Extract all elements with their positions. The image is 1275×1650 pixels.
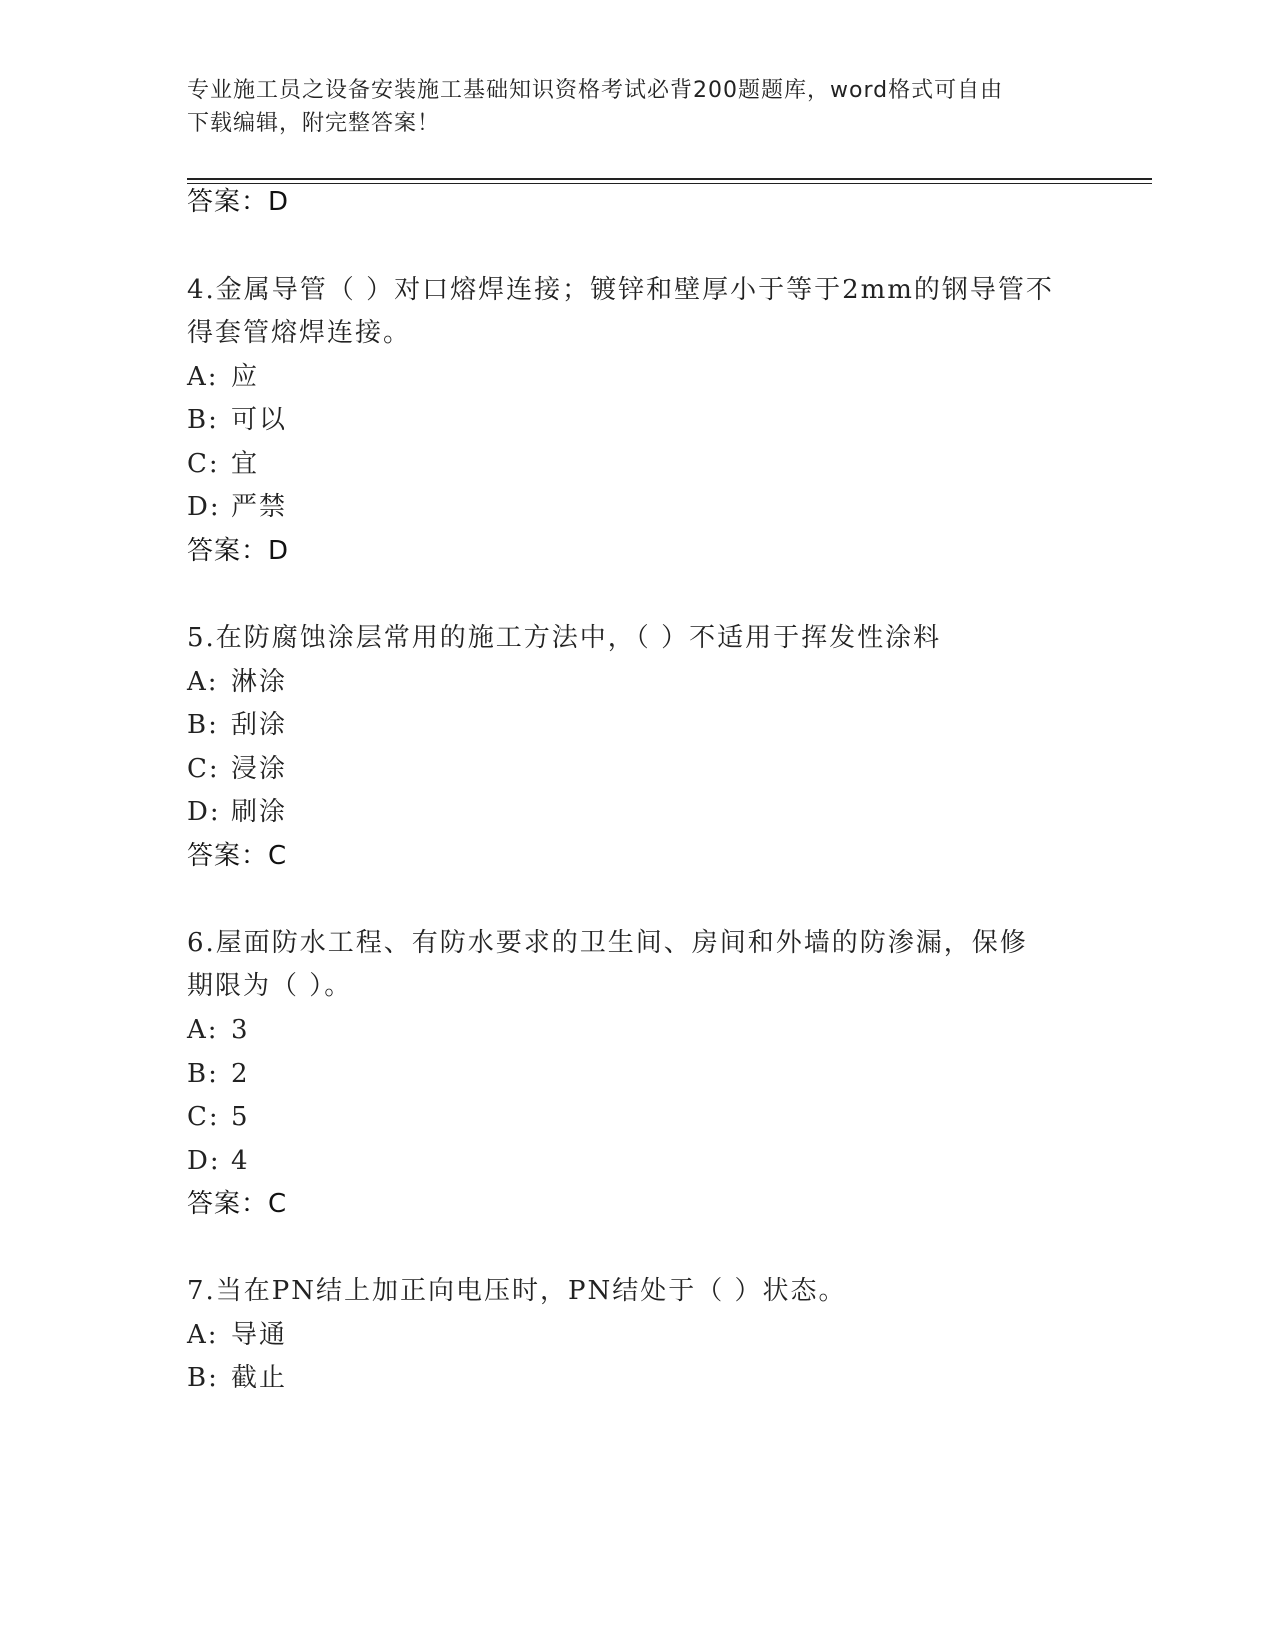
question-5-option-b [187, 708, 287, 742]
option-key: C: [187, 754, 220, 784]
option-text: 2 [231, 1059, 250, 1089]
question-4-option-c [187, 447, 259, 481]
option-key: C: [187, 1102, 220, 1132]
question-4-option-a [187, 360, 259, 394]
header-divider-thick [187, 178, 1152, 180]
option-text: 可以 [231, 405, 288, 435]
option-text: 导通 [231, 1320, 288, 1350]
question-5-stem-line-1: 5.在防腐蚀涂层常用的施工方法中，（ ）不适用于挥发性涂料 [187, 623, 942, 653]
header-title-line-1: 专业施工员之设备安装施工基础知识资格考试必背200题题库，word格式可自由 [187, 78, 1004, 103]
question-5-answer: 答案：C [187, 841, 288, 871]
answer-line: 答案：D [187, 187, 290, 217]
option-key: C: [187, 449, 220, 479]
question-6-answer: 答案：C [187, 1189, 288, 1219]
question-4-answer: 答案：D [187, 536, 290, 566]
option-text: 刷涂 [231, 797, 288, 827]
question-7-stem-line-1: 7.当在PN结上加正向电压时，PN结处于（ ）状态。 [187, 1276, 847, 1306]
option-key: A: [187, 1015, 219, 1045]
option-text: 4 [231, 1146, 250, 1176]
option-key: B: [187, 1059, 219, 1089]
question-4-stem-line-2: 得套管熔焊连接。 [187, 318, 412, 348]
option-text: 截止 [231, 1363, 288, 1393]
option-text: 浸涂 [231, 754, 288, 784]
option-key: B: [187, 1363, 219, 1393]
question-6-option-c [187, 1100, 250, 1134]
option-key: B: [187, 405, 219, 435]
document-header [187, 74, 1087, 140]
question-6-option-b [187, 1057, 250, 1091]
question-6-option-a [187, 1013, 250, 1047]
question-4-option-d [187, 490, 287, 524]
option-key: A: [187, 1320, 219, 1350]
question-7-option-a [187, 1318, 287, 1352]
option-text: 3 [231, 1015, 250, 1045]
question-4-stem-line-1: 4.金属导管（ ）对口熔焊连接；镀锌和壁厚小于等于2mm的钢导管不 [187, 275, 1054, 305]
question-5-option-a [187, 665, 287, 699]
question-5-option-d [187, 795, 287, 829]
header-divider-thin [187, 183, 1152, 184]
header-title-line-2: 下载编辑，附完整答案！ [187, 111, 441, 136]
option-key: D: [187, 492, 221, 522]
question-5-option-c [187, 752, 287, 786]
option-text: 5 [231, 1102, 250, 1132]
option-text: 应 [231, 362, 260, 392]
question-6-option-d [187, 1144, 250, 1178]
option-key: A: [187, 667, 219, 697]
option-key: A: [187, 362, 219, 392]
question-6-stem-line-1: 6.屋面防水工程、有防水要求的卫生间、房间和外墙的防渗漏，保修 [187, 928, 1028, 958]
option-text: 宜 [231, 449, 260, 479]
question-7-option-b [187, 1361, 287, 1395]
question-4-option-b [187, 403, 287, 437]
question-6-stem-line-2: 期限为（ ）。 [187, 971, 353, 1001]
option-text: 严禁 [231, 492, 288, 522]
option-key: D: [187, 797, 221, 827]
option-key: B: [187, 710, 219, 740]
option-text: 淋涂 [231, 667, 288, 697]
option-text: 刮涂 [231, 710, 288, 740]
option-key: D: [187, 1146, 221, 1176]
